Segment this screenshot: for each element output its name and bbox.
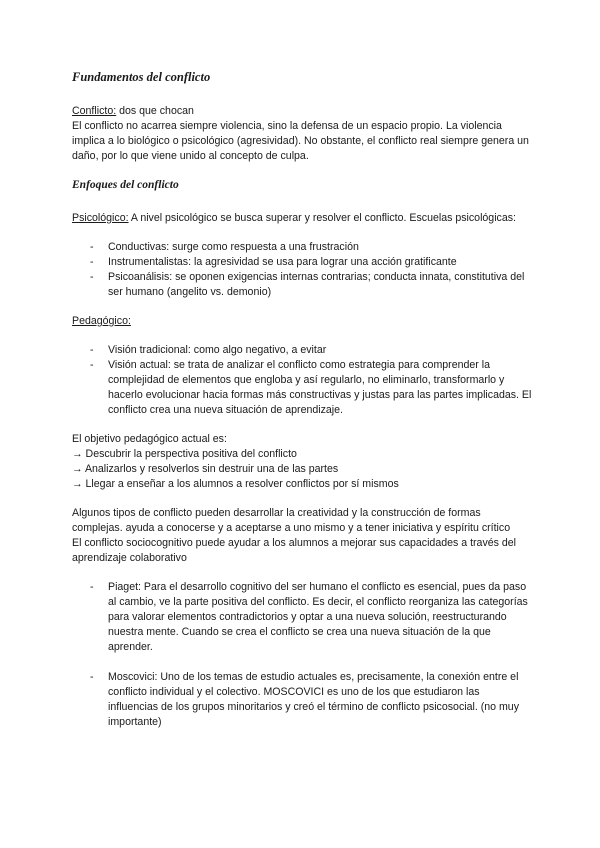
objetivo-intro: El objetivo pedagógico actual es: (72, 433, 227, 445)
list-item: - Visión tradicional: como algo negativo, a evitar (90, 343, 532, 358)
objetivo-line: → Descubrir la perspectiva positiva del conflicto (72, 448, 297, 460)
list-item: - Instrumentalistas: la agresividad se usa para lograr una acción gratificante (90, 255, 532, 270)
psicologico-text: A nivel psicológico se busca superar y resolver el conflicto. Escuelas psicológicas: (128, 212, 516, 224)
list-item: - Conductivas: surge como respuesta a una frustración (90, 240, 532, 255)
conflicto-definition (72, 104, 532, 119)
psicologico-paragraph (72, 211, 532, 226)
pedagogico-label: Pedagógico: (72, 315, 131, 327)
objetivo-line: → Analizarlos y resolverlos sin destruir una de las partes (72, 463, 339, 475)
pedagogico-list (72, 343, 532, 418)
document-page (72, 70, 532, 730)
pedagogico-heading (72, 314, 532, 329)
list-item: - Visión actual: se trata de analizar el conflicto como estrategia para comprender la complejidad de elementos que engloba y así regularlo, no eliminarlo, transformarlo y hacerlo evolucionar hacia formas más constructivas y justas para las partes implicadas. El conflicto crea una nueva situación de aprendizaje. (90, 358, 532, 418)
list-item: - Moscovici: Uno de los temas de estudio actuales es, precisamente, la conexión entre el conflicto individual y el colectivo. MOSCOVICI es uno de los que estudiaron las influencias de los grupos minoritarios y creó el término de conflicto psicosocial. (no muy importante) (90, 670, 532, 730)
list-item: - Piaget: Para el desarrollo cognitivo del ser humano el conflicto es esencial, pues da paso al cambio, ve la parte positiva del conflicto. Es decir, el conflicto reorganiza las categorías para valorar elementos contradictorios y optar a una nueva solución, reestructurando nuestra mente. Cuando se crea el conflicto se crea una nueva situación de la que aprender. (90, 580, 532, 655)
objetivo-line: → Llegar a enseñar a los alumnos a resolver conflictos por sí mismos (72, 478, 399, 490)
tipos-paragraph-1: Algunos tipos de conflicto pueden desarrollar la creatividad y la construcción de formas complejas. ayuda a conocerse y a aceptarse a uno mismo y a tener iniciativa y espíritu crítico (72, 507, 511, 534)
conflicto-text: El conflicto no acarrea siempre violencia, sino la defensa de un espacio propio. La violencia implica a lo biológico o psicológico (agresividad). No obstante, el conflicto real siempre genera un daño, por lo que viene unido al concepto de culpa. (72, 120, 529, 162)
enfoques-title: Enfoques del conflicto (72, 179, 179, 191)
conflicto-label: Conflicto: (72, 105, 117, 117)
conflicto-def: dos que chocan (116, 105, 194, 117)
psicologico-label: Psicológico: (72, 212, 129, 224)
list-spacer (90, 655, 532, 670)
tipos-paragraph-2: El conflicto sociocognitivo puede ayudar a los alumnos a mejorar sus capacidades a través del aprendizaje colaborativo (72, 537, 517, 564)
list-item: - Psicoanálisis: se oponen exigencias internas contrarias; conducta innata, constitutiva del ser humano (angelito vs. demonio) (90, 270, 532, 300)
psicologico-list (72, 240, 532, 300)
document-title: Fundamentos del conflicto (72, 70, 211, 84)
autores-list (72, 580, 532, 730)
